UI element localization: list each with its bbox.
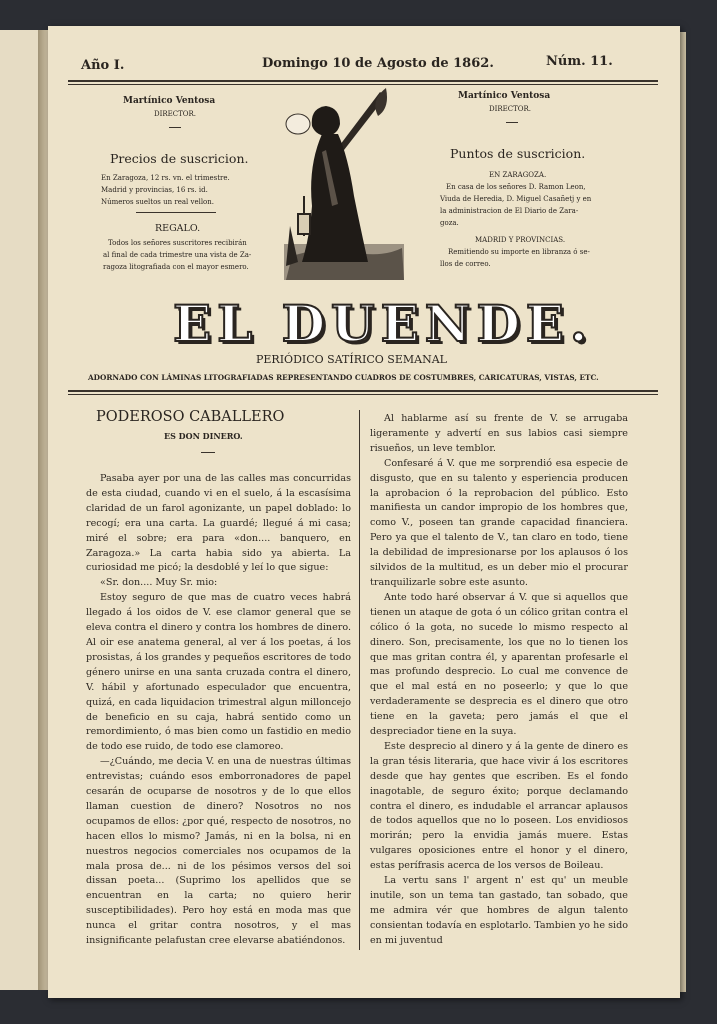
paragraph: Al hablarme así su frente de V. se arrugaba ligeramente y advertí en sus labios casi siempre risueños, un leve temblor. [370, 413, 628, 454]
paragraph: Pasaba ayer por una de las calles mas concurridas de esta ciudad, cuando vi en el suelo, á la escasísima claridad de un farol agonizante, un papel doblado: lo recogí; era una carta. La guardé; llegué á mi casa; miré el sobre; era para «don.... banquero, en Zaragoza.» La carta habia sido ya abierta. La curiosidad me picó; la desdoblé y leí lo que sigue: [86, 473, 351, 574]
paragraph: La vertu sans l' argent n' est qu' un meuble inutile, son un tema tan gastado, tan sobado, que me admira vér que hombres de algun talento consientan todavía en esplotarlo. Tambien yo he sido en mi juventud [370, 875, 628, 946]
header-rule [68, 80, 658, 82]
right-director-name: Martínico Ventosa [458, 91, 551, 101]
newspaper-page [48, 26, 680, 998]
article-left-column [86, 472, 351, 949]
header-rule-thin [68, 84, 658, 85]
gift-title: REGALO. [155, 223, 201, 234]
right-divider [506, 122, 518, 123]
paragraph: —¿Cuándo, me decia V. en una de nuestras últimas entrevistas; cuándo esos emborronadores de papel cesarán de ocuparse de nosotros y de lo que ellos llaman cuestion de dinero? Nosotros no nos ocupamos de ellos: ¿por qué, respecto de nosotros, no hacen ellos lo mismo? Jamás, ni en la bolsa, ni en nuestros negocios comerciales nos ocupamos de la mala prosa de... ni de los pésimos versos del soi dissan poeta... (Suprimo los apellidos que se encuentran en la carta; no quiero herir susceptibilidades). Pero hoy está en moda mas que nunca el gritar contra nosotros, y el mas insignificante pelafustan cree elevarse abatiéndonos. [86, 756, 351, 947]
right-director-title: DIRECTOR. [489, 105, 532, 113]
price-line: Madrid y provincias, 16 rs. id. [101, 186, 208, 194]
city-line: Viuda de Heredia, D. Miguel Casañetj y en [440, 195, 592, 203]
masthead-title: EL DUENDE. [173, 294, 594, 353]
provinces-line: llos de correo. [440, 260, 491, 268]
column-divider [359, 410, 360, 950]
left-divider [169, 127, 181, 128]
gift-line: ragoza litografiada con el mayor esmero. [103, 263, 249, 271]
paragraph: Este desprecio al dinero y á la gente de dinero es la gran tésis literaria, que hace vivir á los escritores desde que hay gentes que escriben. Es el fondo inagotable, de seguro éxito; porque declamando contra el dinero, es indudable el arrancar aplausos de todos aquellos que no lo poseen. Los envidiosos morirán; pero la envidia jamás muere. Estas vulgares oposiciones entre el honor y el dinero, estas perífrasis acerca de los versos de Boileau. [370, 740, 628, 872]
issue-number: Núm. 11. [546, 54, 613, 69]
issue-year: Año I. [81, 58, 125, 73]
price-line: Números sueltos un real vellon. [101, 198, 215, 206]
city-heading: EN ZARAGOZA. [489, 171, 547, 179]
duende-engraving-image [282, 86, 412, 282]
paragraph: Confesaré á V. que me sorprendió esa especie de disgusto, que en su talento y esperiencia producen la aprobacion ó la reprobacion del público. Esto manifiesta un candor impropio de los hombres que, como V., poseen tan grande capacidad financiera. Pero ya que el talento de V., tan claro en todo, tiene la debilidad de impresionarse por los aplausos ó los silvidos de la multitud, es un deber mio el procurar tranquilizarle sobre este asunto. [370, 457, 628, 588]
city-line: goza. [440, 219, 459, 227]
masthead-subtitle: PERIÓDICO SATÍRICO SEMANAL [256, 353, 447, 366]
article-subtitle: ES DON DINERO. [164, 431, 243, 441]
masthead-rule [68, 390, 658, 392]
masthead-rule-thin [68, 394, 658, 395]
article-right-column [370, 412, 628, 949]
paragraph: Estoy seguro de que mas de cuatro veces habrá llegado á los oidos de V. ese clamor general que se eleva contra el dinero y contra los hombres de dinero. Al oir ese anatema general, al ver á los poetas, á los prosistas, á los grandes y pequeños escritores de todo género unirse en una santa cruzada contra el dinero, V. hábil y afortunado especulador que encuentra, quizá, en cada liquidacion trimestral algun milloncejo de beneficio en su caja, habrá sentido como un remordimiento, ó mas bien como un fastidio en medio de todo ese ruido, de todo ese clamoreo. [86, 592, 351, 753]
gift-line: Todos los señores suscritores recibirán [108, 239, 247, 247]
issue-date: Domingo 10 de Agosto de 1862. [262, 56, 494, 71]
gift-line: al final de cada trimestre una vista de Za- [103, 251, 252, 259]
price-line: En Zaragoza, 12 rs. vn. el trimestre. [101, 174, 230, 182]
left-director-title: DIRECTOR. [154, 110, 197, 118]
city-line: En casa de los señores D. Ramon Leon, [446, 183, 586, 191]
city-line: la administracion de El Diario de Zara- [440, 207, 579, 215]
paragraph: «Sr. don.... Muy Sr. mio: [100, 577, 218, 589]
left-divider [136, 212, 216, 213]
provinces-heading: MADRID Y PROVINCIAS. [475, 236, 566, 244]
prices-title: Precios de suscricion. [110, 151, 249, 166]
article-title: PODEROSO CABALLERO [96, 409, 285, 425]
points-title: Puntos de suscricion. [450, 146, 586, 161]
masthead-tagline: ADORNADO CON LÁMINAS LITOGRAFIADAS REPRESENTANDO CUADROS DE COSTUMBRES, CARICATURAS, VISTAS, ETC. [88, 373, 599, 382]
paragraph: Ante todo haré observar á V. que si aquellos que tienen un ataque de gota ó un cólico gritan contra el cólico ó la gota, no sucede lo mismo respecto al dinero. Son, precisamente, los que no lo tienen los que mas gritan contra él, y aparentan profesarle el mas profundo desprecio. Lo cual me convence de que el mal está en no poseerlo; y que lo que verdaderamente se desprecia es el dinero que otro tiene en la gaveta; pero jamás el que el despreciador tiene en la suya. [370, 591, 628, 738]
title-divider [201, 452, 215, 453]
provinces-line: Remitiendo su importe en libranza ó se- [448, 248, 590, 256]
left-director-name: Martínico Ventosa [123, 96, 216, 106]
